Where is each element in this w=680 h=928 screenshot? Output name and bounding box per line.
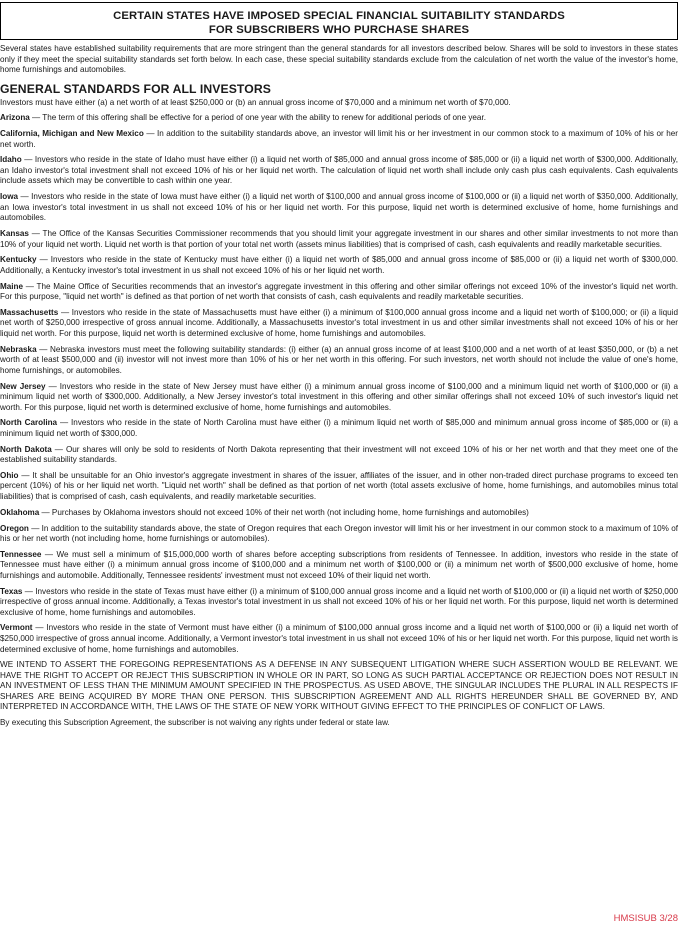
state-text: — Investors who reside in the state of Idaho must have either (i) a liquid net worth of $85,000 and annual gross income of $85,000 or (ii) a liquid net worth of $300,000. Additionally, an Idaho investor's total investment shall not exceed 10% of his or her liquid net worth. The calculation of liquid net worth shall include only cash plus cash equivalents. Cash equivalents include assets which may be convertible to cash within one year. [0,155,678,186]
state-name: North Dakota [0,444,52,454]
general-standards-heading: GENERAL STANDARDS FOR ALL INVESTORS [0,81,271,96]
state-text: — The Office of the Kansas Securities Commissioner recommends that you should limit your aggregate investment in our shares and other similar investments to not more than 10% of your liquid net worth. Liquid net worth is that portion of your total net worth (assets minus liabilities) that is comprised of cash, cash equivalents and readily marketable securities. [0,229,678,249]
state-text: — The term of this offering shall be effective for a period of one year with the ability to renew for additional periods of one year. [29,113,486,123]
state-paragraph-kansas [0,229,678,250]
state-text: — Investors who reside in the state of Vermont must have either (i) a minimum of $100,000 annual gross income and a liquid net worth of $100,000 or (ii) a liquid net worth of $250,000 irrespective of gross annual income. Additionally, a Vermont investor's total investment in us shall not exceed 10% of his or her liquid net worth. For this purpose, liquid net worth is determined exclusive of home, home furnishings and automobiles. [0,623,678,654]
state-paragraph-kentucky [0,255,678,276]
state-paragraph-north-carolina [0,418,678,439]
state-name: Idaho [0,155,22,165]
state-name: Kentucky [0,255,37,265]
state-name: Vermont [0,623,33,633]
state-paragraph-tennessee [0,550,678,582]
state-text: — Investors who reside in the state of Texas must have either (i) a minimum of $100,000 annual gross income and a liquid net worth of $100,000 or (ii) a liquid net worth of $250,000 irrespective of gross annual income. Additionally, a Texas investor's total investment in us shall not exceed 10% of his or her liquid net worth. For this purpose, liquid net worth is determined exclusive of home, home furnishings and automobiles. [0,586,678,617]
state-paragraph-iowa [0,192,678,224]
state-paragraph-texas [0,587,678,619]
state-name: California, Michigan and New Mexico [0,129,144,139]
title-line-2: FOR SUBSCRIBERS WHO PURCHASE SHARES [208,24,470,36]
assertion-paragraph: WE INTEND TO ASSERT THE FOREGOING REPRESENTATIONS AS A DEFENSE IN ANY SUBSEQUENT LITIGATION WHERE SUCH ASSERTION WOULD BE RELEVANT. WE HAVE THE RIGHT TO ACCEPT OR REJECT THIS SUBSCRIPTION IN WHOLE OR IN PART, SO LONG AS SUCH PARTIAL ACCEPTANCE OR REJECTION DOES NOT RESULT IN AN INVESTMENT OF LESS THAN THE MINIMUM AMOUNT SPECIFIED IN THE PROSPECTUS. AS USED ABOVE, THE SINGULAR INCLUDES THE PLURAL IN ALL RESPECTS IF SHARES ARE BEING ACQUIRED BY MORE THAN ONE PERSON. THIS SUBSCRIPTION AGREEMENT AND ALL RIGHTS HEREUNDER SHALL BE GOVERNED BY, AND INTERPRETED IN ACCORDANCE WITH, THE LAWS OF THE STATE OF NEW YORK WITHOUT GIVING EFFECT TO THE PRINCIPLES OF CONFLICT OF LAWS. [0,660,678,712]
title-line-1: CERTAIN STATES HAVE IMPOSED SPECIAL FINANCIAL SUITABILITY STANDARDS [113,10,565,22]
state-paragraph-ohio [0,471,678,503]
state-paragraph-arizona [0,113,678,124]
intro-paragraph: Several states have established suitability requirements that are more stringent than the general standards for all investors described below. Shares will be sold to investors in these states only if they meet the special suitability standards set forth below. In each case, these special suitability standards exclude from the calculation of net worth the value of the investor's home, home furnishings and automobiles. [0,44,678,75]
state-name: Arizona [0,113,30,123]
state-text: — Investors who reside in the state of North Carolina must have either (i) a minimum liquid net worth of $85,000 and minimum annual gross income of $85,000 or (ii) a minimum liquid net worth of $300,000. [0,418,678,438]
state-paragraph-oklahoma [0,508,678,519]
state-paragraph-north-dakota [0,445,678,466]
state-text: — Investors who reside in the state of Kentucky must have either (i) a liquid net worth of $85,000 and annual gross income of $85,000 or (ii) a liquid net worth of $300,000. Additionally, a Kentucky investor's total investment in us shall not exceed 10% of his or her liquid net worth. [0,255,678,275]
state-text: — Investors who reside in the state of New Jersey must have either (i) a minimum annual gross income of $100,000 and a minimum liquid net worth of $100,000 or (ii) a minimum liquid net worth of $300,000. Additionally, a New Jersey investor's total investment in this offering and other similar offerings shall not exceed 10% of such investor's liquid net worth. For this purpose, liquid net worth is determined exclusive of home, home furnishings and automobiles. [0,381,678,412]
general-standards-text: Investors must have either (a) a net worth of at least $250,000 or (b) an annual gross income of $70,000 and a minimum net worth of $70,000. [0,97,511,107]
state-name: North Carolina [0,418,58,428]
state-paragraph-vermont [0,623,678,655]
state-name: Iowa [0,192,19,202]
state-text: — Investors who reside in the state of Massachusetts must have either (i) a minimum of $100,000 annual gross income and a liquid net worth of $100,000; or (ii) a liquid net worth of $250,000 irrespective of gross annual income. Additionally, a Massachusetts investor's total investment in us and other similar investments shall not exceed 10% of his or her liquid net worth. For this purpose, liquid net worth is determined exclusive of home, home furnishings and automobiles. [0,307,678,338]
state-paragraph-nebraska [0,345,678,377]
state-paragraph-california [0,129,678,150]
state-text: — Our shares will only be sold to residents of North Dakota representing that their investment will not exceed 10% of his or her net worth and that they meet one of the established suitability standards. [0,444,678,465]
state-paragraph-massachusetts [0,308,678,340]
state-paragraph-idaho [0,155,678,187]
state-name: Maine [0,281,24,291]
form-code: HMSISUB 3/28 [613,913,678,924]
state-paragraph-oregon [0,524,678,545]
state-text: — In addition to the suitability standards above, an investor will limit his or her investment in our common stock to a maximum of 10% of his or her net worth. [0,129,678,149]
state-paragraph-maine [0,282,678,303]
state-text: — Investors who reside in the state of Iowa must have either (i) a liquid net worth of $100,000 and annual gross income of $100,000 or (ii) a liquid net worth of $350,000. Additionally, an Iowa investor's total investment in us shall not exceed 10% of his or her liquid net worth. For this purpose, liquid net worth is determined exclusive of home, home furnishings and automobiles. [0,192,678,223]
state-name: Nebraska [0,344,37,354]
state-text: — Purchases by Oklahoma investors should not exceed 10% of their net worth (not including home, home furnishings and automobiles) [39,507,529,517]
state-text: — It shall be unsuitable for an Ohio investor's aggregate investment in shares of the issuer, affiliates of the issuer, and in other non-traded direct purchase programs to exceed ten percent (10%) of his or her liquid net worth. "Liquid net worth" shall be defined as that portion of net worth (total assets exclusive of home, home furnishings, and automobiles minus total liabilities) that is comprised of cash, cash equivalents, and readily marketable securities. [0,470,678,502]
closing-paragraph: By executing this Subscription Agreement, the subscriber is not waiving any rights under federal or state law. [0,718,390,728]
document-body [0,44,678,734]
state-name: Texas [0,586,23,596]
state-text: — We must sell a minimum of $15,000,000 worth of shares before accepting subscriptions from residents of Tennessee. In addition, investors who reside in the state of Tennessee must have either (i) a minimum annual gross income of $100,000 and a minimum net worth of $100,000 or (ii) a minimum net worth of $500,000 exclusive of home, home furnishings and automobile. Additionally, Tennessee residents' investment must not exceed 10% of their liquid net worth. [0,549,678,580]
state-paragraph-new-jersey [0,382,678,414]
state-text: — In addition to the suitability standards above, the state of Oregon requires that each Oregon investor will limit his or her investment in our common stock to a maximum of 10% of his or her net worth (not including home, home furnishings or automobiles). [0,523,678,544]
state-name: Ohio [0,470,19,480]
state-name: Massachusetts [0,307,59,317]
state-text: — The Maine Office of Securities recommends that an investor's aggregate investment in this offering and other similar offerings not exceed 10% of the investor's liquid net worth. For this purpose, "liquid net worth" is defined as that portion of net worth that consists of cash, cash equivalents and readily marketable securities. [0,281,678,302]
state-name: Oregon [0,523,29,533]
state-name: New Jersey [0,381,46,391]
title-box [0,2,678,40]
state-text: — Nebraska investors must meet the following suitability standards: (i) either (a) an annual gross income of at least $100,000 and a net worth of at least $350,000, or (b) a net worth of at least $500,000 and (ii) investor will not invest more than 10% of his or her net worth in this offering. For such investors, net worth should not include the value of one's home, home furnishings, or automobiles. [0,344,678,375]
state-name: Kansas [0,229,29,239]
state-name: Oklahoma [0,507,40,517]
state-name: Tennessee [0,549,42,559]
